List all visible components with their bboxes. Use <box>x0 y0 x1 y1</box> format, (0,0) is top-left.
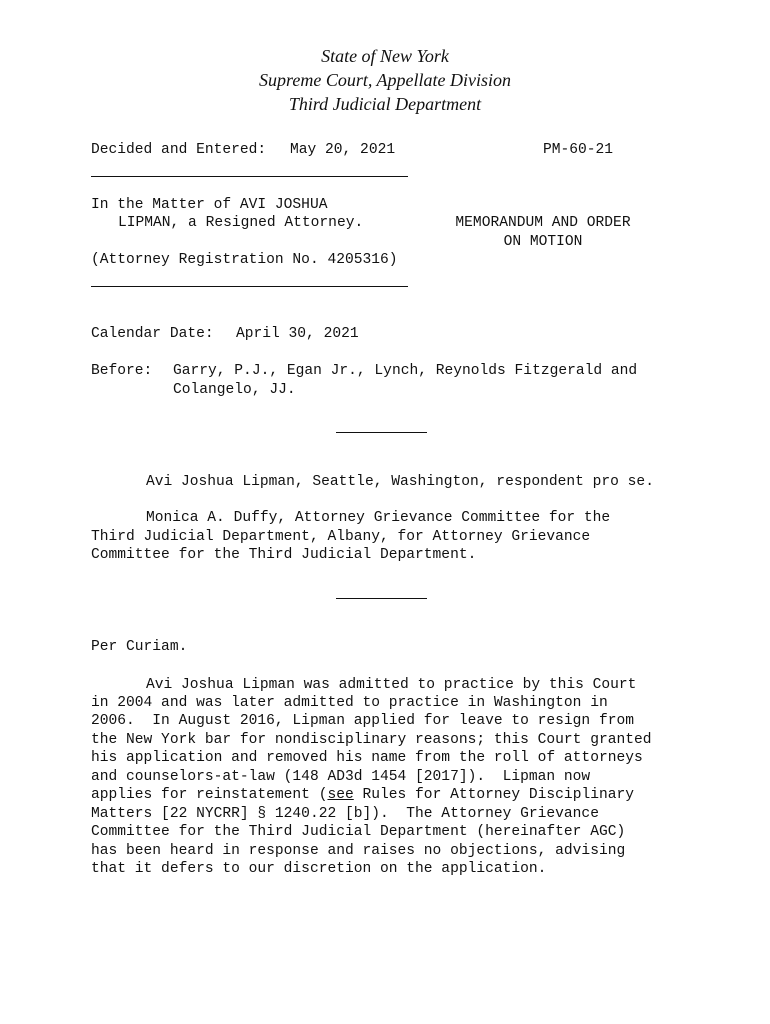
opinion-line: the New York bar for nondisciplinary reasons; this Court granted <box>91 732 652 748</box>
decided-date: May 20, 2021 <box>290 142 396 158</box>
document-type-line-2: ON MOTION <box>503 234 583 250</box>
document-type-line-1: MEMORANDUM AND ORDER <box>455 215 631 231</box>
opinion-line: Avi Joshua Lipman was admitted to practice by this Court <box>146 677 637 693</box>
caption-line-1: In the Matter of AVI JOSHUA <box>91 197 328 213</box>
opinion-line: his application and removed his name from the roll of attorneys <box>91 750 643 766</box>
caption-top-rule <box>91 176 408 177</box>
caption-bottom-rule <box>91 286 408 287</box>
caption-line-2: LIPMAN, a Resigned Attorney. <box>118 215 364 231</box>
opinion-line: 2006. In August 2016, Lipman applied for leave to resign from <box>91 713 634 729</box>
appearance-agc-line-3: Committee for the Third Judicial Department. <box>91 547 477 563</box>
opinion-line-text: Rules for Attorney Disciplinary <box>353 787 634 803</box>
calendar-label: Calendar Date: <box>91 326 214 342</box>
opinion-line: in 2004 and was later admitted to practice in Washington in <box>91 695 608 711</box>
attorney-registration: (Attorney Registration No. 4205316) <box>91 252 398 268</box>
before-label: Before: <box>91 363 153 379</box>
before-judges-line-1: Garry, P.J., Egan Jr., Lynch, Reynolds Fitzgerald and <box>173 363 638 379</box>
court-name-state: State of New York <box>321 46 449 66</box>
section-divider-1 <box>336 432 427 433</box>
opinion-line-text: applies for reinstatement ( <box>91 787 328 803</box>
court-name-division: Supreme Court, Appellate Division <box>259 70 511 90</box>
opinion-line: and counselors-at-law (148 AD3d 1454 [2017]). Lipman now <box>91 769 591 785</box>
section-divider-2 <box>336 598 427 599</box>
docket-number: PM-60-21 <box>543 142 614 158</box>
before-judges-line-2: Colangelo, JJ. <box>173 382 296 398</box>
opinion-line: has been heard in response and raises no objections, advising <box>91 843 626 859</box>
opinion-line: that it defers to our discretion on the application. <box>91 861 547 877</box>
decided-label: Decided and Entered: <box>91 142 267 158</box>
opinion-heading: Per Curiam. <box>91 639 188 655</box>
calendar-date: April 30, 2021 <box>236 326 359 342</box>
court-name-department: Third Judicial Department <box>288 94 482 114</box>
appearance-agc-line-1: Monica A. Duffy, Attorney Grievance Committee for the <box>146 510 611 526</box>
signal-see: see <box>327 787 354 803</box>
appearance-agc-line-2: Third Judicial Department, Albany, for Attorney Grievance <box>91 529 591 545</box>
opinion-line: Matters [22 NYCRR] § 1240.22 [b]). The Attorney Grievance <box>91 806 599 822</box>
opinion-line-citation <box>91 786 634 804</box>
appearance-respondent: Avi Joshua Lipman, Seattle, Washington, respondent pro se. <box>146 474 654 490</box>
opinion-line: Committee for the Third Judicial Department (hereinafter AGC) <box>91 824 626 840</box>
